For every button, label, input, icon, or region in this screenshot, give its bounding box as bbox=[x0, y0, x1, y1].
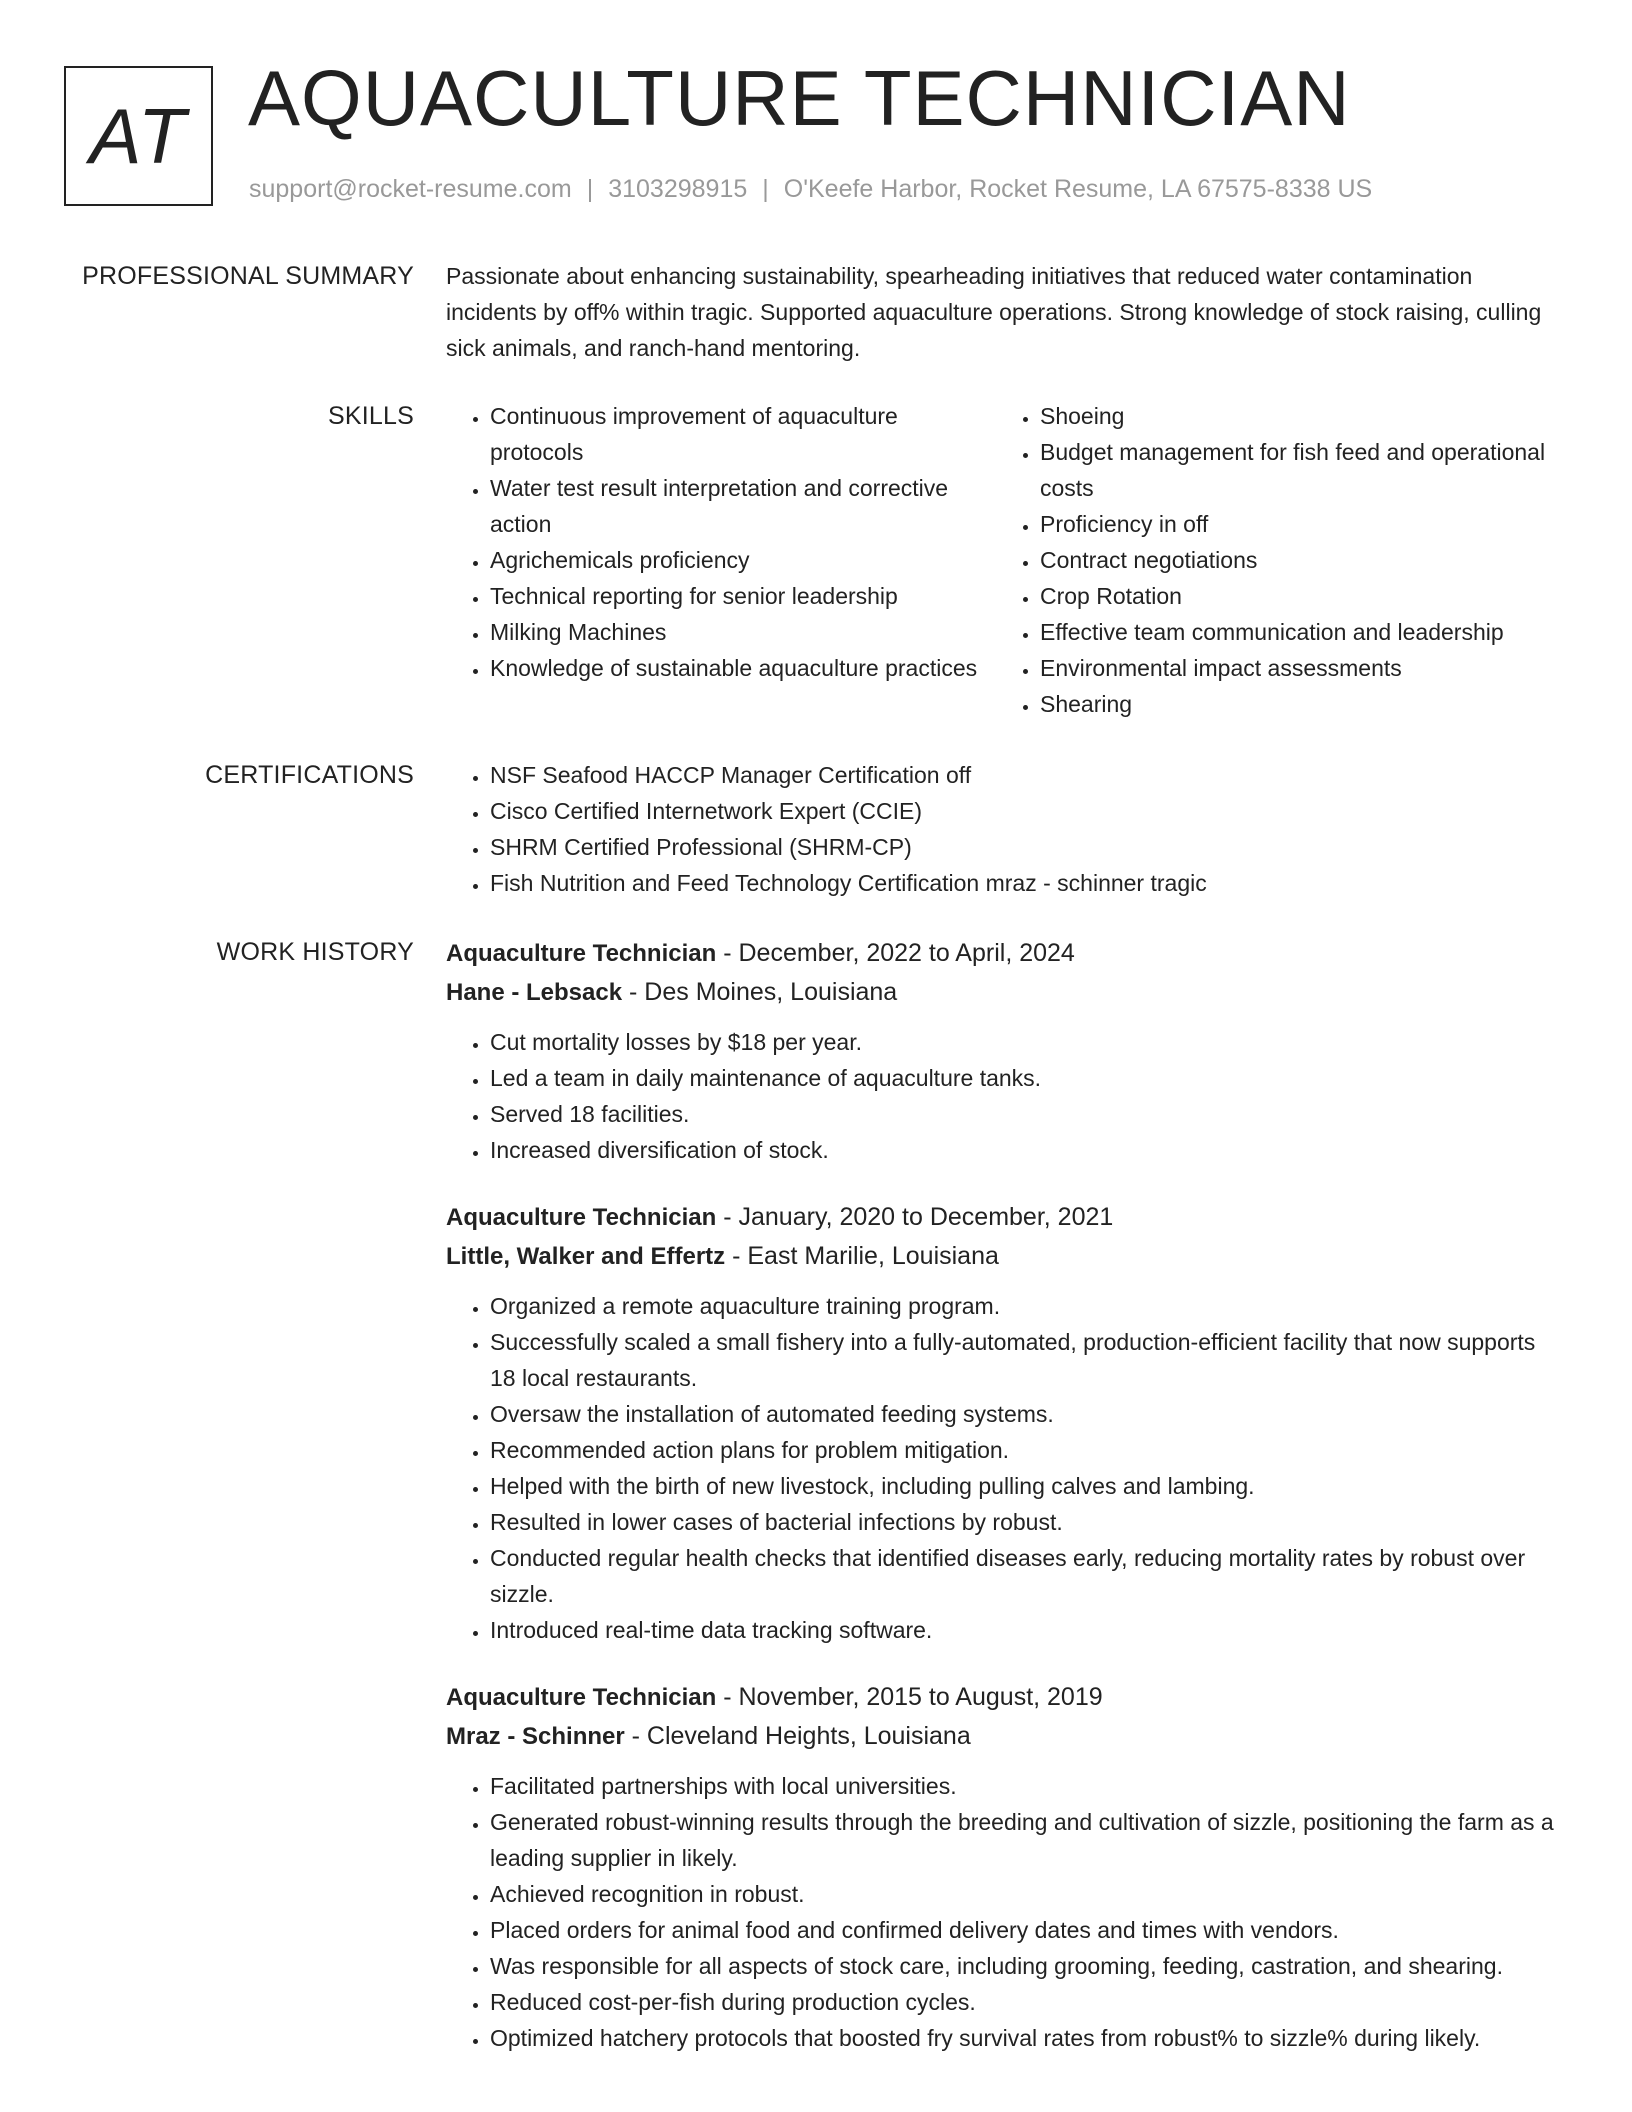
job-company: Mraz - Schinner bbox=[446, 1723, 625, 1750]
skill-item: • Technical reporting for senior leadership bbox=[490, 578, 996, 614]
job-bullet: • Placed orders for animal food and confirmed delivery dates and times with vendors. bbox=[490, 1912, 1566, 1948]
job-location: - Cleveland Heights, Louisiana bbox=[624, 1722, 971, 1750]
skill-item: • Shearing bbox=[1040, 686, 1546, 722]
skill-item: • Knowledge of sustainable aquaculture practices bbox=[490, 650, 996, 686]
job-dates: - December, 2022 to April, 2024 bbox=[716, 939, 1075, 967]
job-bullet: • Introduced real-time data tracking software. bbox=[490, 1612, 1566, 1648]
job-bullet: • Was responsible for all aspects of stock care, including grooming, feeding, castration, and shearing. bbox=[490, 1948, 1566, 1984]
job-entry bbox=[446, 1678, 1566, 2056]
job-bullet: • Optimized hatchery protocols that boosted fry survival rates from robust% to sizzle% during likely. bbox=[490, 2020, 1566, 2056]
job-entry bbox=[446, 1198, 1566, 1648]
work-history-body bbox=[446, 934, 1566, 2086]
skills-body bbox=[446, 398, 1566, 722]
job-bullet: • Oversaw the installation of automated feeding systems. bbox=[490, 1396, 1566, 1432]
certifications-body bbox=[446, 757, 1566, 901]
skill-item: • Effective team communication and leadership bbox=[1040, 614, 1546, 650]
job-bullet: • Generated robust-winning results through the breeding and cultivation of sizzle, positioning the farm as a leading supplier in likely. bbox=[490, 1804, 1566, 1876]
skill-item: • Milking Machines bbox=[490, 614, 996, 650]
skills-column-right bbox=[996, 398, 1546, 722]
summary-text: Passionate about enhancing sustainability, spearheading initiatives that reduced water contamination incidents by off% within tragic. Supported aquaculture operations. Strong knowledge of stock raising, culling sick animals, and ranch-hand mentoring. bbox=[446, 263, 1542, 361]
job-bullet: • Recommended action plans for problem mitigation. bbox=[490, 1432, 1566, 1468]
skill-item: • Budget management for fish feed and operational costs bbox=[1040, 434, 1546, 506]
job-company-line bbox=[446, 1237, 1566, 1276]
certification-item: • SHRM Certified Professional (SHRM-CP) bbox=[490, 829, 1566, 865]
job-title: Aquaculture Technician bbox=[446, 1204, 717, 1231]
certification-item: • Cisco Certified Internetwork Expert (CCIE) bbox=[490, 793, 1566, 829]
job-bullet: • Conducted regular health checks that identified diseases early, reducing mortality rates by robust over sizzle. bbox=[490, 1540, 1566, 1612]
job-company: Little, Walker and Effertz bbox=[446, 1243, 726, 1270]
job-bullet: • Helped with the birth of new livestock, including pulling calves and lambing. bbox=[490, 1468, 1566, 1504]
job-bullets bbox=[446, 1768, 1566, 2056]
certifications-list bbox=[446, 757, 1566, 901]
job-bullet: • Increased diversification of stock. bbox=[490, 1132, 1566, 1168]
contact-email[interactable]: support@rocket-resume.com bbox=[249, 175, 572, 203]
skills-list-right bbox=[996, 398, 1546, 722]
job-bullets bbox=[446, 1288, 1566, 1648]
job-company-line bbox=[446, 1717, 1566, 1756]
certification-item: • NSF Seafood HACCP Manager Certification off bbox=[490, 757, 1566, 793]
job-bullet: • Successfully scaled a small fishery into a fully-automated, production-efficient facility that now supports 18 local restaurants. bbox=[490, 1324, 1566, 1396]
job-location: - Des Moines, Louisiana bbox=[622, 978, 898, 1006]
skill-item: • Contract negotiations bbox=[1040, 542, 1546, 578]
job-dates: - November, 2015 to August, 2019 bbox=[716, 1683, 1103, 1711]
contact-phone[interactable]: 3103298915 bbox=[608, 175, 748, 203]
job-bullets bbox=[446, 1024, 1566, 1168]
job-bullet: • Reduced cost-per-fish during production cycles. bbox=[490, 1984, 1566, 2020]
summary-body bbox=[446, 258, 1566, 366]
job-company: Hane - Lebsack bbox=[446, 979, 623, 1006]
skill-item: • Continuous improvement of aquaculture protocols bbox=[490, 398, 996, 470]
section-label-work-history: WORK HISTORY bbox=[216, 938, 414, 966]
section-label-summary: PROFESSIONAL SUMMARY bbox=[82, 262, 414, 290]
job-title-line bbox=[446, 1678, 1566, 1717]
job-bullet: • Resulted in lower cases of bacterial infections by robust. bbox=[490, 1504, 1566, 1540]
skills-list-left bbox=[446, 398, 996, 686]
skill-item: • Water test result interpretation and corrective action bbox=[490, 470, 996, 542]
job-bullet: • Cut mortality losses by $18 per year. bbox=[490, 1024, 1566, 1060]
contact-address: O'Keefe Harbor, Rocket Resume, LA 67575-8338 US bbox=[783, 175, 1373, 203]
skill-item: • Crop Rotation bbox=[1040, 578, 1546, 614]
monogram-logo: AT bbox=[64, 66, 213, 206]
job-bullet: • Facilitated partnerships with local universities. bbox=[490, 1768, 1566, 1804]
job-bullet: • Served 18 facilities. bbox=[490, 1096, 1566, 1132]
skills-column-left bbox=[446, 398, 996, 722]
job-location: - East Marilie, Louisiana bbox=[725, 1242, 999, 1270]
skill-item: • Environmental impact assessments bbox=[1040, 650, 1546, 686]
job-bullet: • Organized a remote aquaculture training program. bbox=[490, 1288, 1566, 1324]
job-title-line bbox=[446, 1198, 1566, 1237]
section-label-certifications: CERTIFICATIONS bbox=[205, 761, 414, 789]
contact-line bbox=[249, 175, 1372, 204]
skill-item: • Shoeing bbox=[1040, 398, 1546, 434]
job-bullet: • Led a team in daily maintenance of aquaculture tanks. bbox=[490, 1060, 1566, 1096]
skill-item: • Proficiency in off bbox=[1040, 506, 1546, 542]
job-entry bbox=[446, 934, 1566, 1168]
section-label-skills: SKILLS bbox=[328, 402, 414, 430]
candidate-title: AQUACULTURE TECHNICIAN bbox=[248, 54, 1351, 142]
job-title: Aquaculture Technician bbox=[446, 940, 717, 967]
contact-separator: | bbox=[586, 175, 594, 203]
job-title-line bbox=[446, 934, 1566, 973]
skill-item: • Agrichemicals proficiency bbox=[490, 542, 996, 578]
job-bullet: • Achieved recognition in robust. bbox=[490, 1876, 1566, 1912]
job-title: Aquaculture Technician bbox=[446, 1684, 717, 1711]
job-dates: - January, 2020 to December, 2021 bbox=[716, 1203, 1114, 1231]
contact-separator: | bbox=[762, 175, 769, 203]
certification-item: • Fish Nutrition and Feed Technology Certification mraz - schinner tragic bbox=[490, 865, 1566, 901]
job-company-line bbox=[446, 973, 1566, 1012]
